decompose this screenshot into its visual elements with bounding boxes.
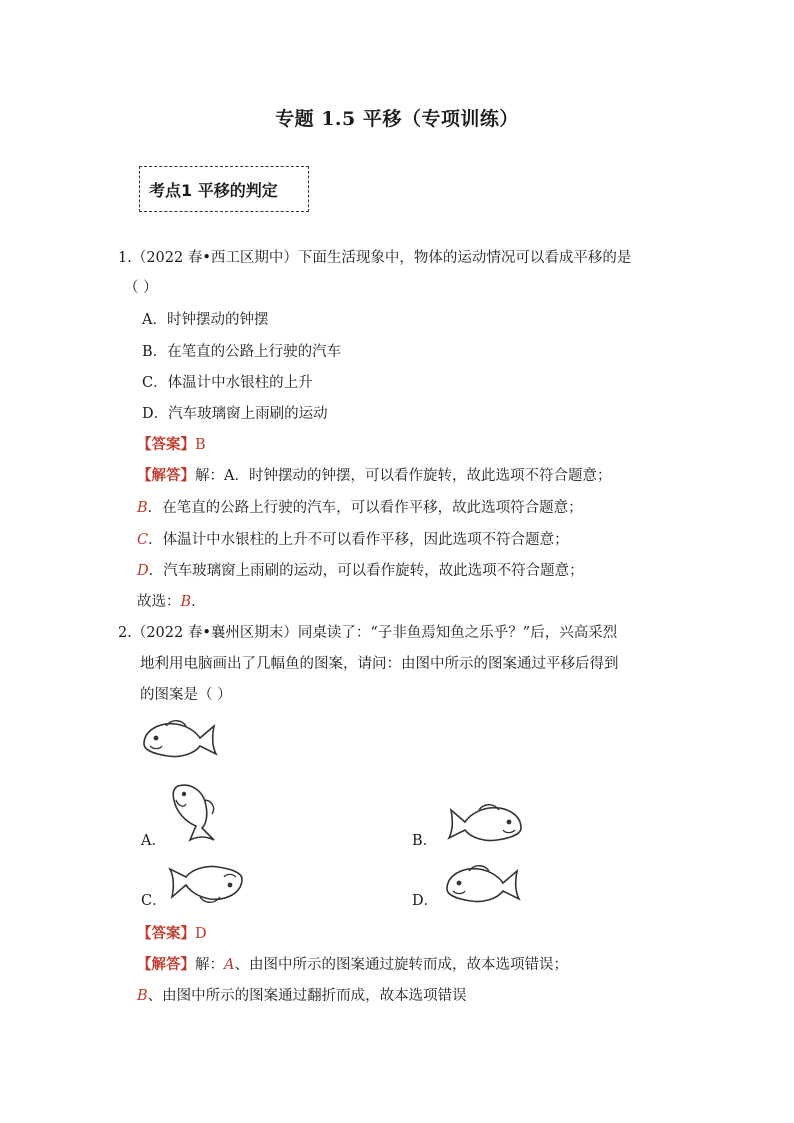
fish-option-b-icon	[441, 800, 527, 846]
q1-analysis-text-3: ．体温计中水银柱的上升不可以看作平移，因此选项不符合题意；	[148, 532, 569, 548]
q1-conclusion	[137, 592, 206, 612]
section-label: 考点1 平移的判定	[149, 181, 278, 200]
q2-answer-tag: 【答案】	[137, 925, 195, 942]
page-title: 专题 1.5 平移（专项训练）	[275, 108, 519, 130]
q1-option-c: C．体温计中水银柱的上升	[142, 375, 313, 391]
q1-conclusion-prefix: 故选：	[137, 594, 181, 610]
q1-answer-value: B	[195, 437, 206, 453]
q2-analysis-prefix: 解：	[195, 957, 224, 973]
q1-analysis-line-4	[137, 561, 584, 581]
q2-stem-line-1: 2.（2022 春•襄州区期末）同桌读了：“子非鱼焉知鱼之乐乎？”后，兴高采烈	[118, 625, 618, 641]
q2-stem-line-3: 的图案是（ ）	[140, 687, 232, 703]
fish-option-d-icon	[441, 861, 523, 907]
q2-option-c-label: C．	[141, 893, 167, 909]
q1-analysis-line-1	[137, 466, 611, 486]
q1-analysis-text-4: ．汽车玻璃窗上雨刷的运动，可以看作旋转，故此选项不符合题意；	[148, 563, 584, 579]
q2-analysis-line-2	[137, 986, 467, 1006]
fish-option-a-icon	[164, 778, 232, 846]
q1-analysis-line-2	[137, 498, 583, 518]
q1-option-d: D．汽车玻璃窗上雨刷的运动	[142, 406, 328, 422]
section-label-box	[139, 166, 309, 212]
q2-analysis-line-1	[137, 955, 568, 975]
q2-option-a-label: A．	[141, 833, 166, 849]
fish-original-icon	[138, 716, 220, 762]
q1-analysis-line-3	[137, 530, 569, 550]
q1-answer-tag: 【答案】	[137, 436, 195, 453]
q1-stem: 1.（2022 春•西工区期中）下面生活现象中，物体的运动情况可以看成平移的是	[118, 250, 632, 266]
q1-analysis-text-1: 解：A．时钟摆动的钟摆，可以看作旋转，故此选项不符合题意；	[195, 468, 612, 484]
q1-analysis-letter-4: D	[137, 563, 149, 579]
q2-answer-value: D	[195, 926, 207, 942]
q2-analysis-letter-1: A	[224, 957, 235, 973]
q1-conclusion-letter: B	[180, 594, 192, 610]
q2-option-d-label: D．	[412, 893, 439, 909]
q2-analysis-text-2: 、由图中所示的图案通过翻折而成，故本选项错误	[147, 988, 467, 1004]
q2-analysis-letter-2: B	[137, 988, 148, 1004]
q1-bracket: （ ）	[124, 280, 158, 296]
fish-option-c-icon	[168, 861, 248, 907]
q2-analysis-tag: 【解答】	[137, 956, 195, 973]
q1-answer	[137, 435, 206, 455]
q1-analysis-text-2: ．在笔直的公路上行驶的汽车，可以看作平移，故此选项符合题意；	[147, 500, 583, 516]
q1-conclusion-suffix: ．	[191, 594, 206, 610]
q1-option-b: B．在笔直的公路上行驶的汽车	[142, 344, 342, 360]
q2-analysis-text-1: 、由图中所示的图案通过旋转而成，故本选项错误；	[234, 957, 568, 973]
q1-analysis-letter-3: C	[137, 532, 149, 548]
q1-option-a: A．时钟摆动的钟摆	[142, 312, 269, 328]
q2-option-b-label: B．	[412, 833, 438, 849]
q2-answer	[137, 924, 207, 944]
q1-analysis-tag: 【解答】	[137, 467, 195, 484]
q1-analysis-letter-2: B	[137, 500, 148, 516]
q2-stem-line-2: 地利用电脑画出了几幅鱼的图案，请问：由图中所示的图案通过平移后得到	[140, 656, 619, 672]
